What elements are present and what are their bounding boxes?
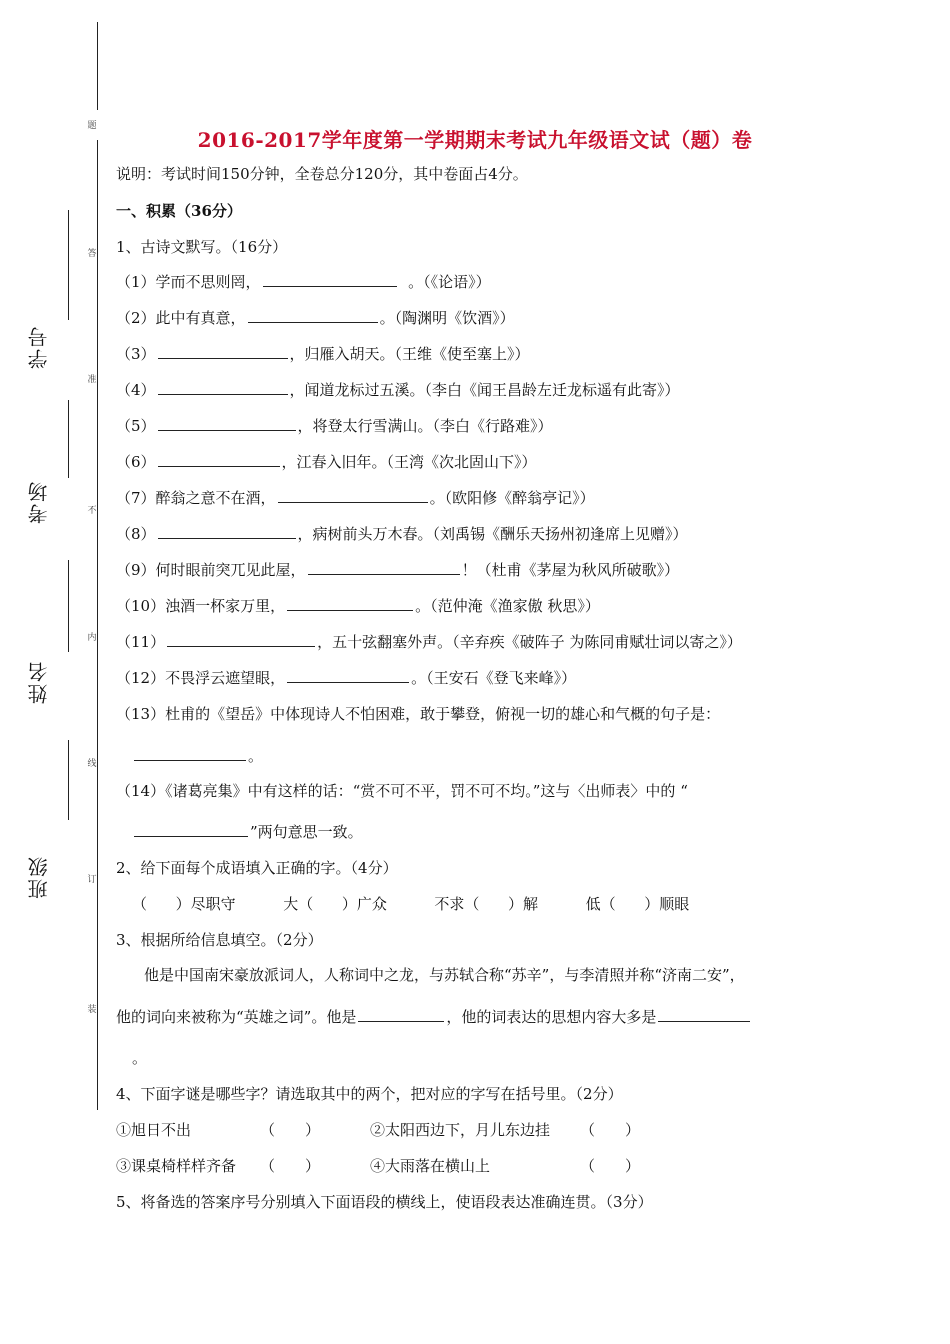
answer-blank[interactable] xyxy=(158,380,288,395)
answer-blank[interactable] xyxy=(287,668,409,683)
recitation-item-14-answer: ”两句意思一致。 xyxy=(132,821,363,842)
idiom-item: 低（ ）顺眼 xyxy=(585,895,690,913)
seal-char: 不 xyxy=(87,506,97,516)
idiom-item: 不求（ ）解 xyxy=(434,895,539,913)
exam-room-label: 考场 xyxy=(27,480,51,524)
instructions: 说明：考试时间150分钟，全卷总分120分，其中卷面占4分。 xyxy=(116,165,528,183)
recitation-item: （5） ，将登太行雪满山。（李白《行路难》） xyxy=(116,417,553,435)
question-prompt: 5、将备选的答案序号分别填入下面语段的横线上，使语段表达准确连贯。（3分） xyxy=(116,1193,653,1211)
recitation-item: （3） ，归雁入胡天。（王维《使至塞上》） xyxy=(116,345,530,363)
binding-line-bottom xyxy=(97,140,98,1110)
recitation-item: （6） ，江春入旧年。（王湾《次北固山下》） xyxy=(116,453,537,471)
answer-blank[interactable] xyxy=(158,524,296,539)
riddle-answer[interactable]: （ ） xyxy=(260,1121,321,1139)
riddle-item: ②太阳西边下，月儿东边挂 xyxy=(370,1121,551,1139)
question-prompt: 4、下面字谜是哪些字？请选取其中的两个，把对应的字写在括号里。（2分） xyxy=(116,1085,623,1103)
riddle-row xyxy=(116,1119,640,1140)
recitation-item: （10）浊酒一杯家万里， 。（范仲淹《渔家傲 秋思》） xyxy=(116,597,600,615)
answer-blank[interactable] xyxy=(308,560,460,575)
recitation-item: （1）学而不思则罔， 。（《论语》） xyxy=(116,273,491,291)
idiom-blank[interactable] xyxy=(147,895,176,913)
seal-char: 内 xyxy=(87,633,97,643)
binding-line-top xyxy=(97,22,98,110)
idiom-blank[interactable] xyxy=(479,895,508,913)
recitation-item: （4） ，闻道龙标过五溪。（李白《闻王昌龄左迁龙标遥有此寄》） xyxy=(116,381,680,399)
recitation-item-13-answer: 。 xyxy=(132,745,263,766)
recitation-item: （12）不畏浮云遮望眼， 。（王安石《登飞来峰》） xyxy=(116,669,577,687)
seal-char: 线 xyxy=(87,759,97,769)
recitation-item: （7）醉翁之意不在酒， 。（欧阳修《醉翁亭记》） xyxy=(116,489,595,507)
idiom-item: 大（ ）广众 xyxy=(283,895,387,913)
answer-blank[interactable] xyxy=(278,488,428,503)
answer-blank[interactable] xyxy=(158,344,288,359)
answer-blank[interactable] xyxy=(263,272,397,287)
question-prompt: 1、古诗文默写。（16分） xyxy=(116,238,288,256)
seal-char: 准 xyxy=(87,375,97,385)
idiom-blank[interactable] xyxy=(616,895,645,913)
class-label: 班级 xyxy=(27,855,51,899)
passage-line: 他是中国南宋豪放派词人，人称词中之龙，与苏轼合称“苏辛”，与李清照并称“济南二安”， xyxy=(144,966,745,984)
idiom-row xyxy=(132,893,689,914)
exam-room-field[interactable] xyxy=(18,400,58,550)
riddle-answer[interactable]: （ ） xyxy=(260,1157,321,1175)
riddle-item: ①旭日不出 xyxy=(116,1121,192,1139)
answer-blank[interactable] xyxy=(158,416,296,431)
riddle-item: ③课桌椅样样齐备 xyxy=(116,1157,237,1175)
student-id-field[interactable] xyxy=(18,210,58,370)
passage-line: 。 xyxy=(132,1049,148,1067)
answer-blank[interactable] xyxy=(248,308,378,323)
riddle-row xyxy=(116,1155,640,1176)
question-prompt: 3、根据所给信息填空。（2分） xyxy=(116,931,323,949)
recitation-item: （8） ，病树前头万木春。（刘禹锡《酬乐天扬州初逢席上见赠》） xyxy=(116,525,688,543)
passage-line: 他的词向来被称为“英雄之词”。他是 ，他的词表达的思想内容大多是 xyxy=(116,1006,752,1027)
name-field[interactable] xyxy=(18,560,58,760)
page-title: 2016-2017学年度第一学期期末考试九年级语文试（题）卷 xyxy=(197,128,753,152)
question-prompt: 2、给下面每个成语填入正确的字。（4分） xyxy=(116,859,398,877)
answer-blank[interactable] xyxy=(134,822,248,837)
recitation-item-13: （13）杜甫的《望岳》中体现诗人不怕困难，敢于攀登，俯视一切的雄心和气概的句子是： xyxy=(116,705,721,723)
answer-blank[interactable] xyxy=(358,1007,444,1022)
answer-blank[interactable] xyxy=(167,632,315,647)
idiom-blank[interactable] xyxy=(313,895,342,913)
answer-blank[interactable] xyxy=(134,746,246,761)
seal-char: 答 xyxy=(87,249,97,259)
name-label: 姓名 xyxy=(27,660,51,704)
recitation-item: （2）此中有真意， 。（陶渊明《饮酒》） xyxy=(116,309,515,327)
answer-blank[interactable] xyxy=(287,596,413,611)
seal-char: 订 xyxy=(87,875,97,885)
riddle-answer[interactable]: （ ） xyxy=(580,1157,641,1175)
recitation-item: （9）何时眼前突兀见此屋， ！（杜甫《茅屋为秋风所破歌》） xyxy=(116,561,680,579)
seal-char: 装 xyxy=(87,1005,97,1015)
seal-char: 题 xyxy=(87,121,97,131)
recitation-item: （11） ，五十弦翻塞外声。（辛弃疾《破阵子 为陈同甫赋壮词以寄之》） xyxy=(116,633,742,651)
recitation-item-14: （14）《诸葛亮集》中有这样的话：“赏不可不平，罚不可不均。”这与〈出师表〉中的 “ xyxy=(116,782,688,800)
class-field[interactable] xyxy=(18,740,58,910)
student-id-label: 学号 xyxy=(27,325,51,369)
answer-blank[interactable] xyxy=(158,452,280,467)
riddle-answer[interactable]: （ ） xyxy=(580,1121,641,1139)
section-heading: 一、积累（36分） xyxy=(116,202,242,220)
riddle-item: ④大雨落在横山上 xyxy=(370,1157,491,1175)
answer-blank[interactable] xyxy=(658,1007,750,1022)
idiom-item: （ ）尽职守 xyxy=(132,895,236,913)
